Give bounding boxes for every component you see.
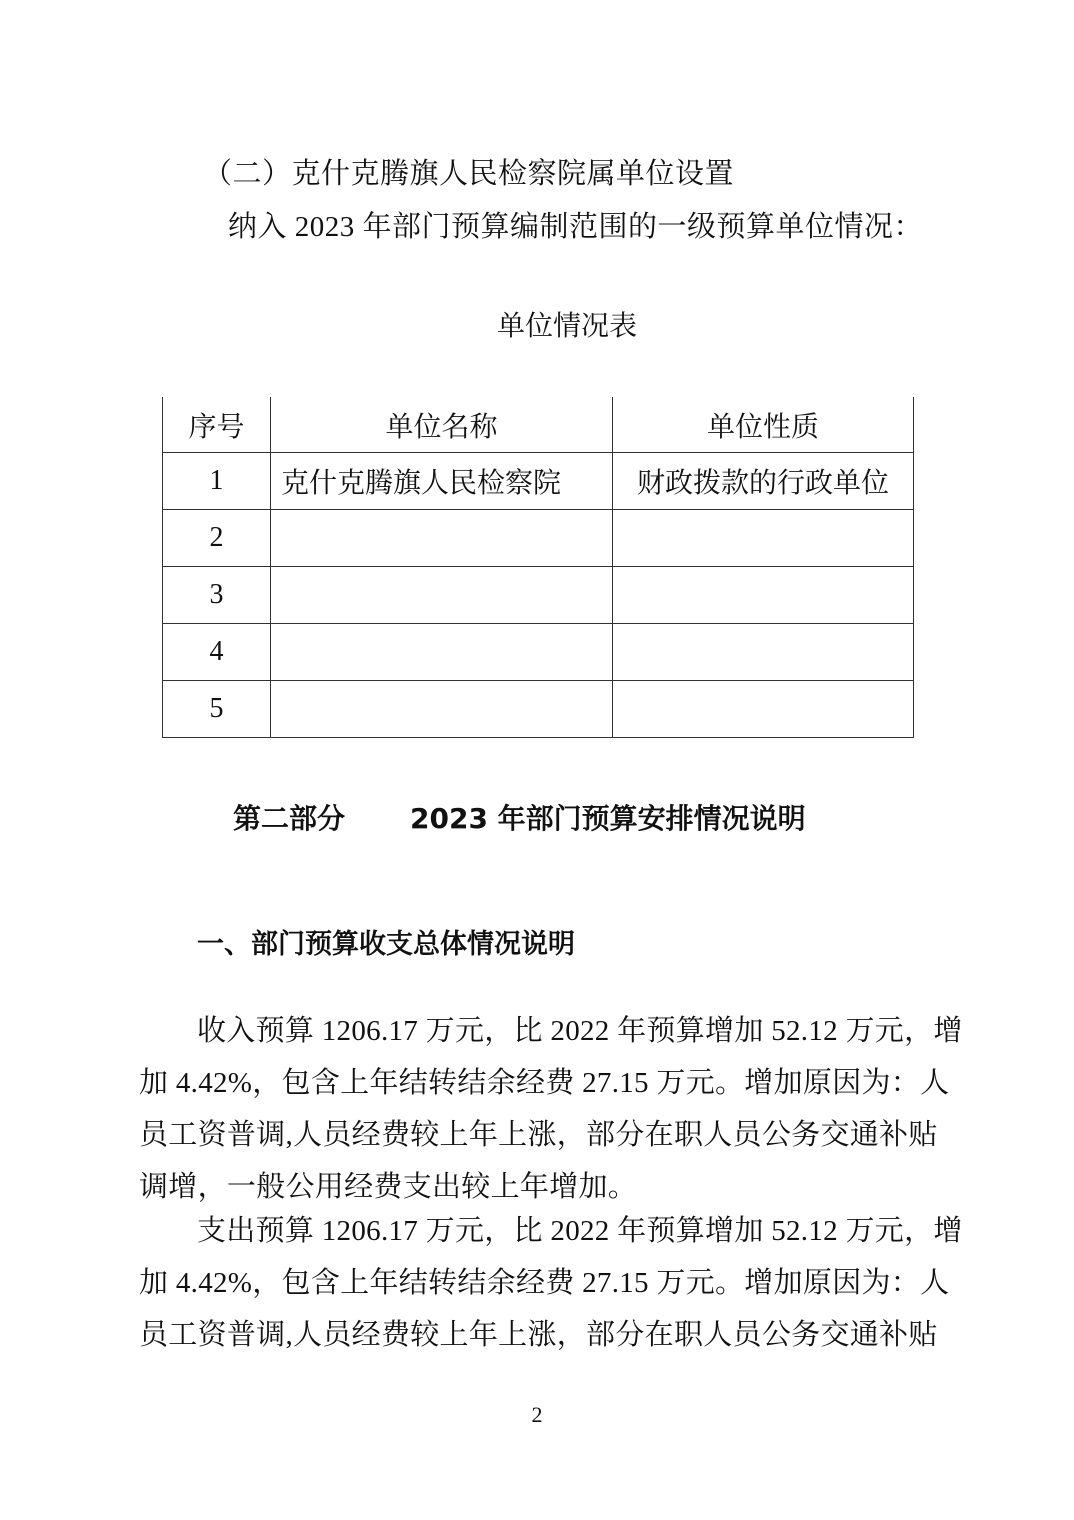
row-index: 5: [163, 681, 271, 738]
paragraph-income: [139, 1005, 963, 1213]
subsection-title: （二）克什克腾旗人民检察院属单位设置: [203, 158, 735, 190]
table-row: [163, 453, 914, 510]
header-unit-type: 单位性质: [613, 397, 914, 453]
row-unit-name: [271, 567, 613, 624]
row-index: 3: [163, 567, 271, 624]
part-heading-label: 第二部分: [233, 802, 346, 835]
intro-line: 纳入 2023 年部门预算编制范围的一级预算单位情况：: [228, 211, 924, 243]
row-unit-type: [613, 681, 914, 738]
table-row: [163, 567, 914, 624]
part-heading-title: 2023 年部门预算安排情况说明: [410, 802, 806, 835]
paragraph-line: 收入预算 1206.17 万元，比 2022 年预算增加 52.12 万元，增: [197, 1015, 963, 1047]
table-title: 单位情况表: [496, 311, 637, 342]
page-number: 2: [531, 1402, 543, 1427]
row-unit-type: 财政拨款的行政单位: [613, 453, 914, 510]
row-unit-type: [613, 624, 914, 681]
row-unit-type: [613, 510, 914, 567]
row-unit-name: [271, 510, 613, 567]
paragraph-line: 支出预算 1206.17 万元，比 2022 年预算增加 52.12 万元，增: [197, 1215, 963, 1247]
paragraph-line: 加 4.42%，包含上年结转结余经费 27.15 万元。增加原因为：人: [139, 1267, 950, 1299]
row-unit-name: [271, 681, 613, 738]
unit-table: [162, 397, 914, 738]
table-header-row: [163, 397, 914, 453]
paragraph-line: 员工资普调,人员经费较上年上涨，部分在职人员公务交通补贴: [139, 1119, 938, 1151]
header-unit-name: 单位名称: [271, 397, 613, 453]
paragraph-expense: [139, 1205, 963, 1361]
row-unit-name: 克什克腾旗人民检察院: [271, 453, 613, 510]
paragraph-line: 加 4.42%，包含上年结转结余经费 27.15 万元。增加原因为：人: [139, 1067, 950, 1099]
section-heading: 一、部门预算收支总体情况说明: [197, 929, 575, 960]
table-row: [163, 624, 914, 681]
row-index: 1: [163, 453, 271, 510]
table-row: [163, 681, 914, 738]
row-index: 2: [163, 510, 271, 567]
row-unit-type: [613, 567, 914, 624]
row-index: 4: [163, 624, 271, 681]
paragraph-line: 员工资普调,人员经费较上年上涨，部分在职人员公务交通补贴: [139, 1319, 938, 1351]
paragraph-line: 调增，一般公用经费支出较上年增加。: [139, 1171, 638, 1203]
header-index: 序号: [163, 397, 271, 453]
row-unit-name: [271, 624, 613, 681]
table-row: [163, 510, 914, 567]
